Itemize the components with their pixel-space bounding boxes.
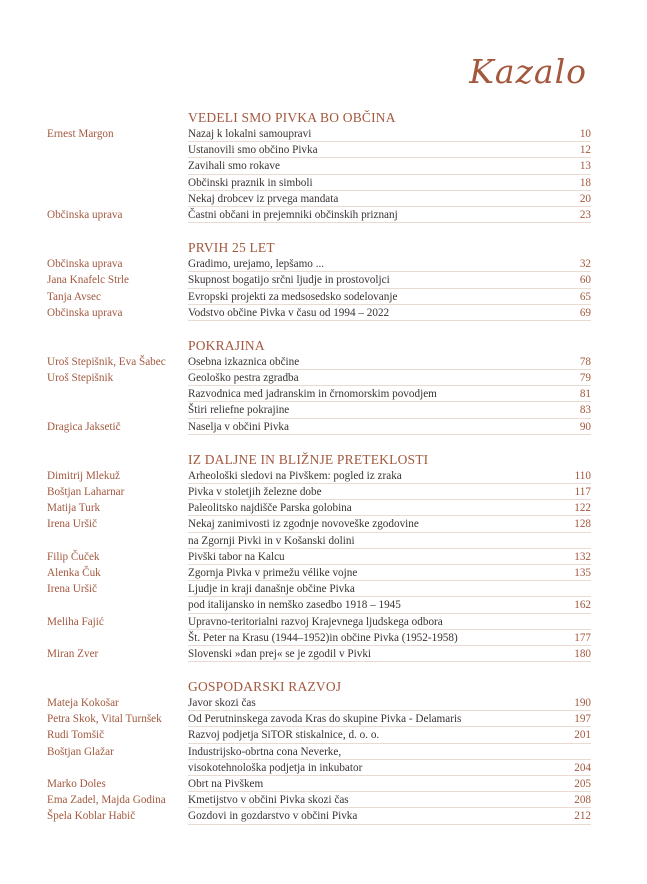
- entry-page: 208: [574, 794, 591, 807]
- entry-page: 79: [579, 372, 591, 385]
- entry-title: Obrt na Pivškem: [188, 778, 264, 790]
- entry-author: Rudi Tomšič: [47, 729, 105, 742]
- toc-entry[interactable]: [0, 776, 647, 792]
- toc-entry[interactable]: [0, 305, 647, 321]
- toc-entry[interactable]: [0, 272, 647, 288]
- entry-author: Občinska uprava: [47, 208, 123, 221]
- entry-title: Štiri reliefne pokrajine: [188, 404, 290, 417]
- toc-entry[interactable]: [0, 256, 647, 272]
- entry-author: Občinska uprava: [47, 306, 123, 319]
- entry-author: Ema Zadel, Majda Godina: [47, 794, 166, 807]
- entry-author: Dimitrij Mlekuž: [47, 469, 121, 482]
- toc-section: [0, 109, 647, 223]
- entry-author: Miran Zver: [47, 647, 99, 660]
- entry-title: Upravno-teritorialni razvoj Krajevnega ljudskega odbora: [188, 615, 443, 628]
- toc-section: [0, 239, 647, 321]
- entry-page: 20: [579, 192, 591, 205]
- entry-title: Vodstvo občine Pivka v času od 1994 – 2022: [188, 306, 390, 319]
- toc-entry[interactable]: [0, 565, 647, 581]
- toc-entry[interactable]: [0, 630, 647, 646]
- toc-entry[interactable]: [0, 126, 647, 142]
- entry-page: 162: [574, 599, 591, 612]
- toc-entry[interactable]: [0, 419, 647, 435]
- entry-page: 32: [579, 258, 591, 271]
- section-title: PRVIH 25 LET: [188, 240, 275, 256]
- toc-entry[interactable]: [0, 727, 647, 743]
- entry-title: Skupnost bogatijo srčni ljudje in prostovoljci: [188, 274, 390, 287]
- entry-author: Irena Uršič: [47, 518, 98, 531]
- toc-entry[interactable]: [0, 207, 647, 223]
- entry-title: Slovenski »dan prej« se je zgodil v Pivki: [188, 647, 372, 660]
- entry-author: Dragica Jaksetič: [47, 420, 121, 433]
- toc-entry[interactable]: [0, 354, 647, 370]
- toc-entry[interactable]: [0, 646, 647, 662]
- entry-author: Alenka Čuk: [47, 566, 101, 579]
- entry-author: Irena Uršič: [47, 583, 98, 596]
- entry-title: Gozdovi in gozdarstvo v občini Pivka: [188, 810, 358, 823]
- entry-title: Kmetijstvo v občini Pivka skozi čas: [188, 794, 349, 807]
- entry-page: 132: [574, 550, 591, 563]
- toc-entry[interactable]: [0, 191, 647, 207]
- entry-title: Osebna izkaznica občine: [188, 355, 300, 368]
- entry-page: 13: [579, 160, 591, 173]
- entry-author: Mateja Kokošar: [47, 697, 119, 710]
- toc-entry[interactable]: [0, 289, 647, 305]
- entry-title: Razvoj podjetja SiTOR stiskalnice, d. o. o.: [188, 729, 380, 742]
- entry-author: Tanja Avsec: [47, 290, 101, 303]
- entry-title: Gradimo, urejamo, lepšamo ...: [188, 258, 325, 271]
- toc-entry[interactable]: [0, 484, 647, 500]
- entry-page: 212: [574, 810, 591, 823]
- entry-page: 197: [574, 713, 591, 726]
- table-of-contents: [0, 109, 647, 841]
- toc-entry[interactable]: [0, 808, 647, 824]
- entry-author: Jana Knafelc Strle: [47, 274, 130, 287]
- entry-title: Nekaj drobcev iz prvega mandata: [188, 192, 339, 205]
- toc-entry[interactable]: [0, 175, 647, 191]
- toc-entry[interactable]: [0, 614, 647, 630]
- entry-title: Razvodnica med jadranskim in črnomorskim povodjem: [188, 388, 437, 401]
- entry-page: 117: [574, 486, 591, 498]
- page-title: Kazalo: [469, 52, 587, 91]
- toc-entry[interactable]: [0, 549, 647, 565]
- toc-entry[interactable]: [0, 792, 647, 808]
- entry-page: 78: [579, 355, 591, 368]
- entry-page: 201: [574, 729, 591, 742]
- toc-section: [0, 678, 647, 825]
- toc-entry[interactable]: [0, 500, 647, 516]
- toc-entry[interactable]: [0, 760, 647, 776]
- entry-page: 205: [574, 778, 591, 790]
- entry-page: 81: [579, 388, 591, 401]
- entry-title: Zavihali smo rokave: [188, 160, 280, 173]
- entry-title: Od Perutninskega zavoda Kras do skupine Pivka - Delamaris: [188, 713, 462, 726]
- section-title: IZ DALJNE IN BLIŽNJE PRETEKLOSTI: [188, 451, 429, 467]
- entry-author: Boštjan Laharnar: [47, 486, 125, 498]
- entry-title: Ljudje in kraji današnje občine Pivka: [188, 583, 355, 596]
- entry-page: 110: [574, 469, 591, 482]
- entry-author: Boštjan Glažar: [47, 745, 114, 758]
- section-title: GOSPODARSKI RAZVOJ: [188, 679, 342, 695]
- entry-title: visokotehnološka podjetja in inkubator: [188, 761, 363, 774]
- entry-page: 204: [574, 761, 591, 774]
- entry-title: Nazaj k lokalni samoupravi: [188, 128, 312, 140]
- entry-page: 10: [579, 128, 591, 140]
- entry-title: Pivka v stoletjih železne dobe: [188, 486, 322, 498]
- entry-page: 60: [579, 274, 591, 287]
- toc-entry[interactable]: [0, 533, 647, 549]
- entry-title: Industrijsko-obrtna cona Neverke,: [188, 745, 342, 758]
- entry-author: Občinska uprava: [47, 258, 123, 271]
- entry-page: 83: [579, 404, 591, 417]
- entry-title: Št. Peter na Krasu (1944–1952)in občine Pivka (1952-1958): [188, 631, 458, 644]
- entry-page: 128: [574, 518, 591, 531]
- entry-page: 18: [579, 176, 591, 189]
- toc-entry[interactable]: [0, 695, 647, 711]
- section-title: VEDELI SMO PIVKA BO OBČINA: [188, 110, 396, 125]
- entry-page: 65: [579, 290, 591, 303]
- entry-author: Filip Čuček: [47, 550, 100, 563]
- entry-title: Javor skozi čas: [188, 697, 256, 710]
- entry-page: 190: [574, 697, 591, 710]
- entry-title: Naselja v občini Pivka: [188, 420, 289, 433]
- entry-author: Marko Doles: [47, 778, 106, 790]
- entry-page: 90: [579, 420, 591, 433]
- toc-entry[interactable]: [0, 468, 647, 484]
- entry-title: Nekaj zanimivosti iz zgodnje novoveške zgodovine: [188, 518, 419, 531]
- entry-author: Petra Skok, Vital Turnšek: [47, 713, 162, 726]
- entry-title: Arheološki sledovi na Pivškem: pogled iz zraka: [188, 469, 402, 482]
- toc-entry[interactable]: [0, 142, 647, 158]
- entry-author: Matija Turk: [47, 502, 101, 515]
- toc-entry[interactable]: [0, 158, 647, 174]
- entry-page: 12: [579, 144, 591, 157]
- entry-page: 69: [579, 306, 591, 319]
- entry-page: 122: [574, 502, 591, 515]
- entry-title: Občinski praznik in simboli: [188, 176, 313, 189]
- entry-author: Ernest Margon: [47, 128, 114, 140]
- entry-page: 177: [574, 631, 591, 644]
- entry-page: 180: [574, 647, 591, 660]
- entry-author: Uroš Stepišnik, Eva Šabec: [47, 355, 166, 368]
- toc-entry[interactable]: [0, 711, 647, 727]
- entry-title: Častni občani in prejemniki občinskih priznanj: [188, 208, 398, 221]
- entry-title: Geološko pestra zgradba: [188, 372, 299, 385]
- toc-entry[interactable]: [0, 370, 647, 386]
- toc-entry[interactable]: [0, 386, 647, 402]
- toc-section: [0, 337, 647, 435]
- entry-page: 135: [574, 566, 591, 579]
- toc-section: [0, 451, 647, 662]
- entry-title: Ustanovili smo občino Pivka: [188, 144, 318, 157]
- entry-author: Uroš Stepišnik: [47, 372, 114, 385]
- toc-entry[interactable]: [0, 402, 647, 418]
- toc-entry[interactable]: [0, 516, 647, 532]
- entry-title: Zgornja Pivka v primežu vélike vojne: [188, 566, 358, 579]
- entry-title: Paleolitsko najdišče Parska golobina: [188, 502, 352, 515]
- toc-entry[interactable]: [0, 744, 647, 760]
- entry-author: Špela Koblar Habič: [47, 810, 136, 823]
- toc-entry[interactable]: [0, 581, 647, 597]
- entry-author: Meliha Fajić: [47, 615, 104, 628]
- entry-page: 23: [579, 208, 591, 221]
- entry-title: na Zgornji Pivki in v Košanski dolini: [188, 534, 355, 547]
- entry-title: Pivški tabor na Kalcu: [188, 550, 285, 563]
- entry-title: pod italijansko in nemško zasedbo 1918 – 1945: [188, 599, 401, 612]
- toc-entry[interactable]: [0, 597, 647, 613]
- section-title: POKRAJINA: [188, 337, 265, 353]
- entry-title: Evropski projekti za medsosedsko sodelovanje: [188, 290, 398, 303]
